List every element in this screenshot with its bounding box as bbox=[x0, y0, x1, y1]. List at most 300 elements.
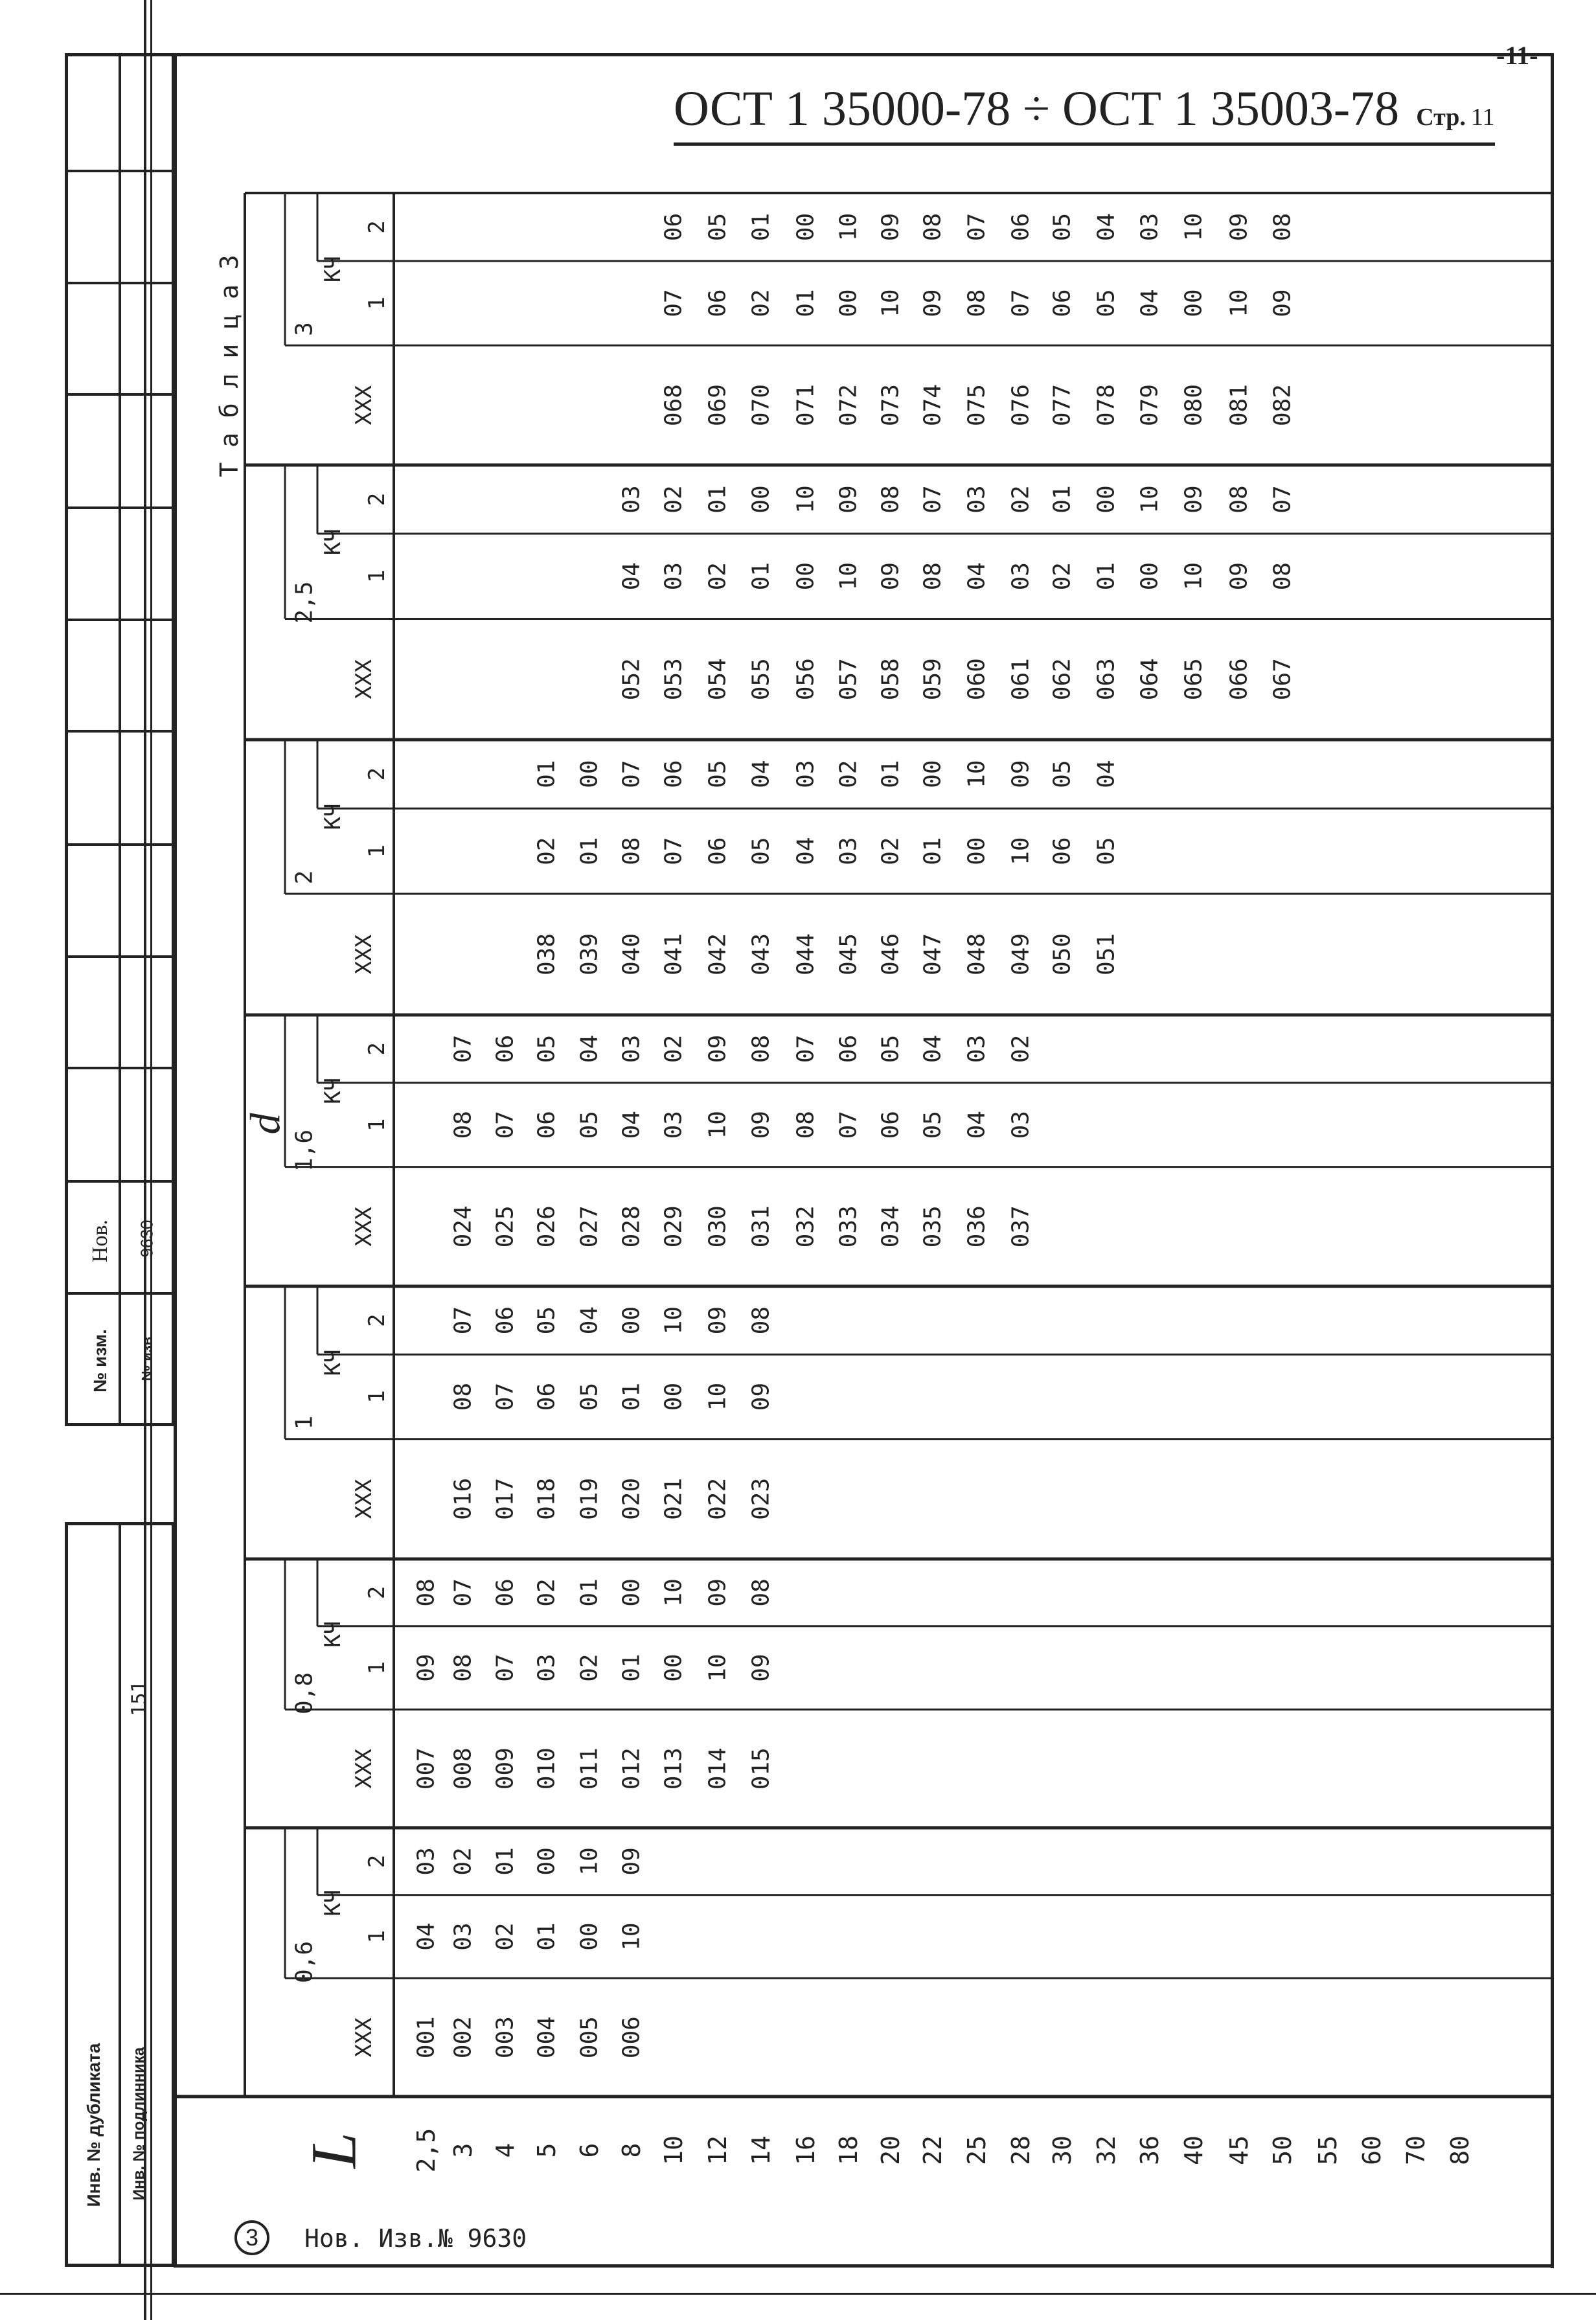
xxx-cell: 008 bbox=[450, 1747, 477, 1790]
d-value-label: 3 bbox=[291, 322, 318, 336]
xxx-cell: 033 bbox=[835, 1205, 862, 1248]
kch-1-header-label: 1 bbox=[364, 1661, 390, 1675]
L-value: 5 bbox=[532, 2143, 561, 2158]
d-value-label: 1,6 bbox=[291, 1129, 318, 1172]
kch2-cell: 00 bbox=[533, 1847, 560, 1876]
L-value: 3 bbox=[449, 2143, 477, 2158]
kch-2-header-label: 2 bbox=[364, 1314, 390, 1327]
L-value: 45 bbox=[1225, 2135, 1253, 2165]
xxx-cell: 017 bbox=[492, 1477, 519, 1520]
xxx-cell: 055 bbox=[747, 658, 775, 701]
xxx-cell: 026 bbox=[533, 1205, 560, 1248]
kch2-cell: 01 bbox=[492, 1847, 519, 1876]
xxx-cell: 018 bbox=[533, 1477, 560, 1520]
xxx-cell: 005 bbox=[576, 2016, 603, 2059]
kch1-cell: 04 bbox=[792, 837, 819, 865]
kch1-cell: 01 bbox=[792, 289, 819, 317]
kch1-cell: 07 bbox=[660, 289, 687, 317]
kch2-cell: 08 bbox=[1269, 212, 1296, 242]
kch-1-header-label: 1 bbox=[364, 1118, 390, 1132]
L-value: 6 bbox=[575, 2143, 604, 2158]
xxx-header-label: XXX bbox=[351, 2017, 377, 2058]
kch1-cell: 08 bbox=[1269, 562, 1296, 591]
xxx-cell: 041 bbox=[660, 933, 687, 976]
kch1-cell: 06 bbox=[877, 1111, 904, 1139]
xxx-cell: 066 bbox=[1226, 658, 1253, 701]
kch1-cell: 02 bbox=[492, 1922, 519, 1951]
kch2-cell: 03 bbox=[1136, 212, 1163, 242]
kch2-cell: 03 bbox=[618, 485, 645, 514]
kch1-cell: 03 bbox=[1007, 562, 1034, 591]
kch2-cell: 04 bbox=[1093, 212, 1120, 242]
nov-label: Нов. bbox=[88, 1219, 112, 1263]
kch2-cell: 07 bbox=[618, 760, 645, 788]
kch1-cell: 09 bbox=[747, 1111, 775, 1139]
xxx-cell: 079 bbox=[1136, 384, 1163, 427]
kch1-cell: 09 bbox=[919, 289, 946, 317]
kch2-cell: 08 bbox=[747, 1578, 775, 1607]
kch1-cell: 08 bbox=[618, 837, 645, 865]
kch1-cell: 06 bbox=[1049, 837, 1076, 865]
xxx-cell: 009 bbox=[492, 1747, 519, 1790]
kch2-cell: 08 bbox=[413, 1578, 440, 1607]
kch-header-label: КЧ bbox=[320, 1349, 346, 1376]
xxx-cell: 047 bbox=[919, 933, 946, 976]
kch1-cell: 08 bbox=[963, 289, 990, 317]
xxx-cell: 032 bbox=[792, 1205, 819, 1248]
kch2-cell: 10 bbox=[1180, 212, 1207, 242]
kch2-cell: 09 bbox=[1226, 212, 1253, 242]
kch2-cell: 01 bbox=[877, 760, 904, 788]
xxx-cell: 011 bbox=[576, 1747, 603, 1790]
kch-header-label: КЧ bbox=[320, 529, 346, 556]
kch2-cell: 10 bbox=[660, 1306, 687, 1335]
kch-header-label: КЧ bbox=[320, 256, 346, 283]
kch2-cell: 05 bbox=[1049, 760, 1076, 788]
xxx-cell: 071 bbox=[792, 384, 819, 427]
L-value: 55 bbox=[1314, 2135, 1342, 2165]
kch1-cell: 08 bbox=[792, 1111, 819, 1139]
L-value: 28 bbox=[1007, 2135, 1035, 2165]
L-value: 25 bbox=[963, 2135, 991, 2165]
L-value: 8 bbox=[617, 2143, 646, 2158]
kch1-cell: 02 bbox=[533, 837, 560, 865]
xxx-cell: 074 bbox=[919, 384, 946, 427]
d-value-label: 2,5 bbox=[291, 581, 318, 624]
kch1-cell: 10 bbox=[1180, 562, 1207, 591]
kch1-cell: 02 bbox=[747, 289, 775, 317]
kch2-cell: 00 bbox=[1093, 485, 1120, 514]
kch1-cell: 04 bbox=[963, 562, 990, 591]
table-title: Т а б л и ц а 3 bbox=[215, 255, 244, 477]
d-axis-label: d bbox=[242, 1113, 290, 1135]
xxx-cell: 080 bbox=[1180, 384, 1207, 427]
kch1-cell: 09 bbox=[1226, 562, 1253, 591]
kch-2-header-label: 2 bbox=[364, 492, 390, 506]
xxx-cell: 022 bbox=[704, 1477, 731, 1520]
L-value: 32 bbox=[1092, 2135, 1121, 2165]
kch2-cell: 03 bbox=[413, 1847, 440, 1876]
xxx-cell: 053 bbox=[660, 658, 687, 701]
xxx-cell: 044 bbox=[792, 933, 819, 976]
kch2-cell: 07 bbox=[1269, 485, 1296, 514]
kch1-cell: 00 bbox=[660, 1382, 687, 1411]
kch1-cell: 03 bbox=[835, 837, 862, 865]
kch-1-header-label: 1 bbox=[364, 569, 390, 583]
kch1-cell: 10 bbox=[704, 1111, 731, 1139]
kch2-cell: 01 bbox=[747, 212, 775, 242]
kch2-cell: 09 bbox=[835, 485, 862, 514]
L-value: 12 bbox=[703, 2135, 732, 2165]
kch1-cell: 01 bbox=[576, 837, 603, 865]
kch1-cell: 02 bbox=[704, 562, 731, 591]
xxx-cell: 059 bbox=[919, 658, 946, 701]
kch2-cell: 10 bbox=[792, 485, 819, 514]
kch1-cell: 10 bbox=[704, 1654, 731, 1682]
kch1-cell: 01 bbox=[1093, 562, 1120, 591]
xxx-cell: 039 bbox=[576, 933, 603, 976]
kch2-cell: 01 bbox=[704, 485, 731, 514]
kch1-cell: 00 bbox=[1180, 289, 1207, 317]
kch1-cell: 03 bbox=[660, 1111, 687, 1139]
xxx-cell: 065 bbox=[1180, 658, 1207, 701]
kch-1-header-label: 1 bbox=[364, 1929, 390, 1944]
kch2-cell: 00 bbox=[792, 212, 819, 242]
kch1-cell: 09 bbox=[747, 1382, 775, 1411]
kch2-cell: 02 bbox=[835, 760, 862, 788]
xxx-cell: 025 bbox=[492, 1205, 519, 1248]
L-value: 20 bbox=[876, 2135, 905, 2165]
kch1-cell: 06 bbox=[704, 289, 731, 317]
xxx-cell: 056 bbox=[792, 658, 819, 701]
xxx-cell: 014 bbox=[704, 1747, 731, 1790]
xxx-cell: 048 bbox=[963, 933, 990, 976]
kch1-cell: 05 bbox=[576, 1382, 603, 1411]
L-value: 70 bbox=[1402, 2135, 1430, 2165]
kch2-cell: 04 bbox=[576, 1034, 603, 1063]
xxx-header-label: XXX bbox=[351, 934, 377, 975]
kch1-cell: 00 bbox=[576, 1922, 603, 1951]
kch2-cell: 05 bbox=[704, 212, 731, 242]
kch2-cell: 09 bbox=[1180, 485, 1207, 514]
kch2-cell: 05 bbox=[533, 1034, 560, 1063]
kch1-cell: 04 bbox=[618, 562, 645, 591]
L-axis-label: L bbox=[297, 2132, 370, 2168]
kch-2-header-label: 2 bbox=[364, 1586, 390, 1600]
kch-header-label: КЧ bbox=[320, 1077, 346, 1104]
d-value-label: 2 bbox=[291, 870, 318, 885]
d-value-label: 0,6 bbox=[291, 1940, 318, 1984]
xxx-cell: 077 bbox=[1049, 384, 1076, 427]
kch2-cell: 07 bbox=[919, 485, 946, 514]
kch-header-label: КЧ bbox=[320, 1621, 346, 1648]
xxx-header-label: XXX bbox=[351, 1479, 377, 1519]
xxx-cell: 002 bbox=[450, 2016, 477, 2059]
xxx-header-label: XXX bbox=[351, 659, 377, 699]
kch1-cell: 06 bbox=[1049, 289, 1076, 317]
xxx-cell: 051 bbox=[1093, 933, 1120, 976]
kch2-cell: 08 bbox=[877, 485, 904, 514]
kch1-cell: 10 bbox=[877, 289, 904, 317]
revision-circle: 3 bbox=[234, 2220, 269, 2255]
L-value: 50 bbox=[1268, 2135, 1297, 2165]
xxx-cell: 043 bbox=[747, 933, 775, 976]
kch2-cell: 00 bbox=[576, 760, 603, 788]
kch2-cell: 01 bbox=[576, 1578, 603, 1607]
kch2-cell: 08 bbox=[747, 1306, 775, 1335]
page-label: Стр. bbox=[1416, 104, 1466, 131]
xxx-cell: 081 bbox=[1226, 384, 1253, 427]
kch1-cell: 03 bbox=[533, 1654, 560, 1682]
L-value: 30 bbox=[1048, 2135, 1077, 2165]
xxx-cell: 013 bbox=[660, 1747, 687, 1790]
kch2-cell: 06 bbox=[1007, 212, 1034, 242]
kch1-cell: 09 bbox=[1269, 289, 1296, 317]
standard-code: ОСТ 1 35000-78 ÷ ОСТ 1 35003-78 bbox=[674, 82, 1400, 136]
xxx-cell: 007 bbox=[413, 1747, 440, 1790]
xxx-cell: 057 bbox=[835, 658, 862, 701]
kch1-cell: 08 bbox=[450, 1382, 477, 1411]
kch1-cell: 10 bbox=[1007, 837, 1034, 865]
xxx-header-label: XXX bbox=[351, 1748, 377, 1789]
kch1-cell: 04 bbox=[1136, 289, 1163, 317]
kch-2-header-label: 2 bbox=[364, 767, 390, 781]
kch1-cell: 02 bbox=[1049, 562, 1076, 591]
nov-value: 9630 bbox=[137, 1220, 157, 1258]
xxx-cell: 064 bbox=[1136, 658, 1163, 701]
kch1-cell: 07 bbox=[660, 837, 687, 865]
xxx-cell: 076 bbox=[1007, 384, 1034, 427]
kch2-cell: 00 bbox=[618, 1306, 645, 1335]
kch1-cell: 03 bbox=[1007, 1111, 1034, 1139]
kch2-cell: 05 bbox=[533, 1306, 560, 1335]
kch1-cell: 01 bbox=[618, 1382, 645, 1411]
L-value: 60 bbox=[1358, 2135, 1386, 2165]
xxx-cell: 038 bbox=[533, 933, 560, 976]
kch2-cell: 05 bbox=[704, 760, 731, 788]
kch1-cell: 07 bbox=[835, 1111, 862, 1139]
xxx-cell: 015 bbox=[747, 1747, 775, 1790]
xxx-cell: 067 bbox=[1269, 658, 1296, 701]
kch1-cell: 07 bbox=[492, 1654, 519, 1682]
revision-notice: Нов. Изв.№ 9630 bbox=[304, 2224, 527, 2253]
L-value: 18 bbox=[834, 2135, 863, 2165]
xxx-cell: 027 bbox=[576, 1205, 603, 1248]
xxx-cell: 063 bbox=[1093, 658, 1120, 701]
kch2-cell: 03 bbox=[618, 1034, 645, 1063]
kch2-cell: 03 bbox=[963, 1034, 990, 1063]
kch2-cell: 08 bbox=[1226, 485, 1253, 514]
L-value: 36 bbox=[1135, 2135, 1164, 2165]
kch1-cell: 00 bbox=[1136, 562, 1163, 591]
kch1-cell: 03 bbox=[660, 562, 687, 591]
xxx-cell: 082 bbox=[1269, 384, 1296, 427]
kch1-cell: 00 bbox=[963, 837, 990, 865]
xxx-cell: 060 bbox=[963, 658, 990, 701]
xxx-cell: 028 bbox=[618, 1205, 645, 1248]
xxx-cell: 012 bbox=[618, 1747, 645, 1790]
kch2-cell: 06 bbox=[835, 1034, 862, 1063]
kch2-cell: 00 bbox=[747, 485, 775, 514]
kch1-cell: 09 bbox=[747, 1654, 775, 1682]
xxx-cell: 078 bbox=[1093, 384, 1120, 427]
L-value: 80 bbox=[1446, 2135, 1474, 2165]
kch1-cell: 08 bbox=[450, 1654, 477, 1682]
kch2-cell: 09 bbox=[704, 1578, 731, 1607]
kch2-cell: 00 bbox=[618, 1578, 645, 1607]
kch2-cell: 03 bbox=[792, 760, 819, 788]
xxx-cell: 075 bbox=[963, 384, 990, 427]
kch2-cell: 09 bbox=[704, 1034, 731, 1063]
xxx-cell: 020 bbox=[618, 1477, 645, 1520]
kch1-cell: 01 bbox=[533, 1922, 560, 1951]
kch2-cell: 10 bbox=[576, 1847, 603, 1876]
kch1-cell: 05 bbox=[1093, 289, 1120, 317]
L-value: 40 bbox=[1180, 2135, 1208, 2165]
xxx-cell: 036 bbox=[963, 1205, 990, 1248]
xxx-cell: 046 bbox=[877, 933, 904, 976]
kch2-cell: 10 bbox=[963, 760, 990, 788]
kch1-cell: 09 bbox=[413, 1654, 440, 1682]
xxx-cell: 062 bbox=[1049, 658, 1076, 701]
xxx-cell: 042 bbox=[704, 933, 731, 976]
inv-duplicate-label: Инв. № дубликата bbox=[84, 2043, 104, 2207]
L-value: 4 bbox=[491, 2143, 519, 2158]
xxx-cell: 072 bbox=[835, 384, 862, 427]
kch1-cell: 05 bbox=[576, 1111, 603, 1139]
kch2-cell: 05 bbox=[1049, 212, 1076, 242]
kch-header-label: КЧ bbox=[320, 1889, 346, 1916]
kch-1-header-label: 1 bbox=[364, 1390, 390, 1404]
kch2-cell: 01 bbox=[1049, 485, 1076, 514]
kch2-cell: 03 bbox=[963, 485, 990, 514]
kch2-cell: 10 bbox=[835, 212, 862, 242]
kch1-cell: 02 bbox=[877, 837, 904, 865]
kch-2-header-label: 2 bbox=[364, 1854, 390, 1869]
xxx-cell: 035 bbox=[919, 1205, 946, 1248]
inv-original-value: 151 bbox=[128, 1681, 151, 1716]
xxx-cell: 058 bbox=[877, 658, 904, 701]
xxx-cell: 016 bbox=[450, 1477, 477, 1520]
kch2-cell: 06 bbox=[492, 1034, 519, 1063]
kch1-cell: 03 bbox=[450, 1922, 477, 1951]
kch1-cell: 06 bbox=[704, 837, 731, 865]
kch2-cell: 06 bbox=[492, 1578, 519, 1607]
kch2-cell: 06 bbox=[660, 212, 687, 242]
xxx-cell: 024 bbox=[450, 1205, 477, 1248]
kch2-cell: 09 bbox=[877, 212, 904, 242]
kch-2-header-label: 2 bbox=[364, 1042, 390, 1056]
kch-1-header-label: 1 bbox=[364, 296, 390, 310]
kch1-cell: 01 bbox=[919, 837, 946, 865]
L-value: 22 bbox=[918, 2135, 947, 2165]
kch1-cell: 01 bbox=[747, 562, 775, 591]
xxx-cell: 045 bbox=[835, 933, 862, 976]
kch1-cell: 07 bbox=[1007, 289, 1034, 317]
kch1-cell: 00 bbox=[660, 1654, 687, 1682]
kch2-cell: 05 bbox=[877, 1034, 904, 1063]
inv-original-label: Инв. № подлинника bbox=[130, 2047, 148, 2201]
kch-2-header-label: 2 bbox=[364, 220, 390, 234]
xxx-cell: 031 bbox=[747, 1205, 775, 1248]
d-value-label: 0,8 bbox=[291, 1672, 318, 1715]
xxx-cell: 069 bbox=[704, 384, 731, 427]
kch2-cell: 08 bbox=[919, 212, 946, 242]
kch-header-label: КЧ bbox=[320, 803, 346, 830]
kch2-cell: 06 bbox=[492, 1306, 519, 1335]
page-number: -11- bbox=[1496, 41, 1538, 70]
kch2-cell: 07 bbox=[450, 1578, 477, 1607]
kch1-cell: 10 bbox=[835, 562, 862, 591]
kch1-cell: 05 bbox=[747, 837, 775, 865]
kch2-cell: 04 bbox=[576, 1306, 603, 1335]
kch2-cell: 07 bbox=[450, 1034, 477, 1063]
kch2-cell: 04 bbox=[747, 760, 775, 788]
kch1-cell: 07 bbox=[492, 1382, 519, 1411]
kch2-cell: 07 bbox=[963, 212, 990, 242]
kch1-cell: 08 bbox=[450, 1111, 477, 1139]
L-value: 2,5 bbox=[412, 2128, 440, 2173]
kch2-cell: 07 bbox=[792, 1034, 819, 1063]
kch1-cell: 04 bbox=[963, 1111, 990, 1139]
xxx-cell: 037 bbox=[1007, 1205, 1034, 1248]
kch2-cell: 07 bbox=[450, 1306, 477, 1335]
kch2-cell: 01 bbox=[533, 760, 560, 788]
kch2-cell: 10 bbox=[1136, 485, 1163, 514]
kch1-cell: 10 bbox=[618, 1922, 645, 1951]
kch2-cell: 02 bbox=[533, 1578, 560, 1607]
xxx-cell: 029 bbox=[660, 1205, 687, 1248]
kch2-cell: 04 bbox=[919, 1034, 946, 1063]
kch-1-header-label: 1 bbox=[364, 844, 390, 858]
kch2-cell: 09 bbox=[1007, 760, 1034, 788]
xxx-cell: 023 bbox=[747, 1477, 775, 1520]
kch2-cell: 08 bbox=[747, 1034, 775, 1063]
kch1-cell: 02 bbox=[576, 1654, 603, 1682]
kch2-cell: 02 bbox=[1007, 1034, 1034, 1063]
kch2-cell: 00 bbox=[919, 760, 946, 788]
xxx-cell: 021 bbox=[660, 1477, 687, 1520]
xxx-cell: 068 bbox=[660, 384, 687, 427]
kch1-cell: 05 bbox=[1093, 837, 1120, 865]
kch1-cell: 10 bbox=[1226, 289, 1253, 317]
xxx-cell: 034 bbox=[877, 1205, 904, 1248]
kch1-cell: 04 bbox=[618, 1111, 645, 1139]
kch1-cell: 01 bbox=[618, 1654, 645, 1682]
kch2-cell: 02 bbox=[660, 1034, 687, 1063]
xxx-cell: 010 bbox=[533, 1747, 560, 1790]
kch1-cell: 10 bbox=[704, 1382, 731, 1411]
kch1-cell: 06 bbox=[533, 1111, 560, 1139]
izm-value: № изв bbox=[139, 1336, 155, 1382]
kch2-cell: 02 bbox=[1007, 485, 1034, 514]
d-value-label: 1 bbox=[291, 1415, 318, 1430]
izm-label: № изм. bbox=[90, 1329, 110, 1393]
xxx-cell: 040 bbox=[618, 933, 645, 976]
kch2-cell: 04 bbox=[1093, 760, 1120, 788]
kch1-cell: 06 bbox=[533, 1382, 560, 1411]
xxx-cell: 052 bbox=[618, 658, 645, 701]
kch1-cell: 00 bbox=[835, 289, 862, 317]
L-value: 14 bbox=[747, 2135, 775, 2165]
L-value: 10 bbox=[659, 2135, 688, 2165]
kch2-cell: 09 bbox=[618, 1847, 645, 1876]
kch1-cell: 04 bbox=[413, 1922, 440, 1951]
xxx-cell: 030 bbox=[704, 1205, 731, 1248]
xxx-cell: 061 bbox=[1007, 658, 1034, 701]
xxx-cell: 003 bbox=[492, 2016, 519, 2059]
xxx-cell: 006 bbox=[618, 2016, 645, 2059]
